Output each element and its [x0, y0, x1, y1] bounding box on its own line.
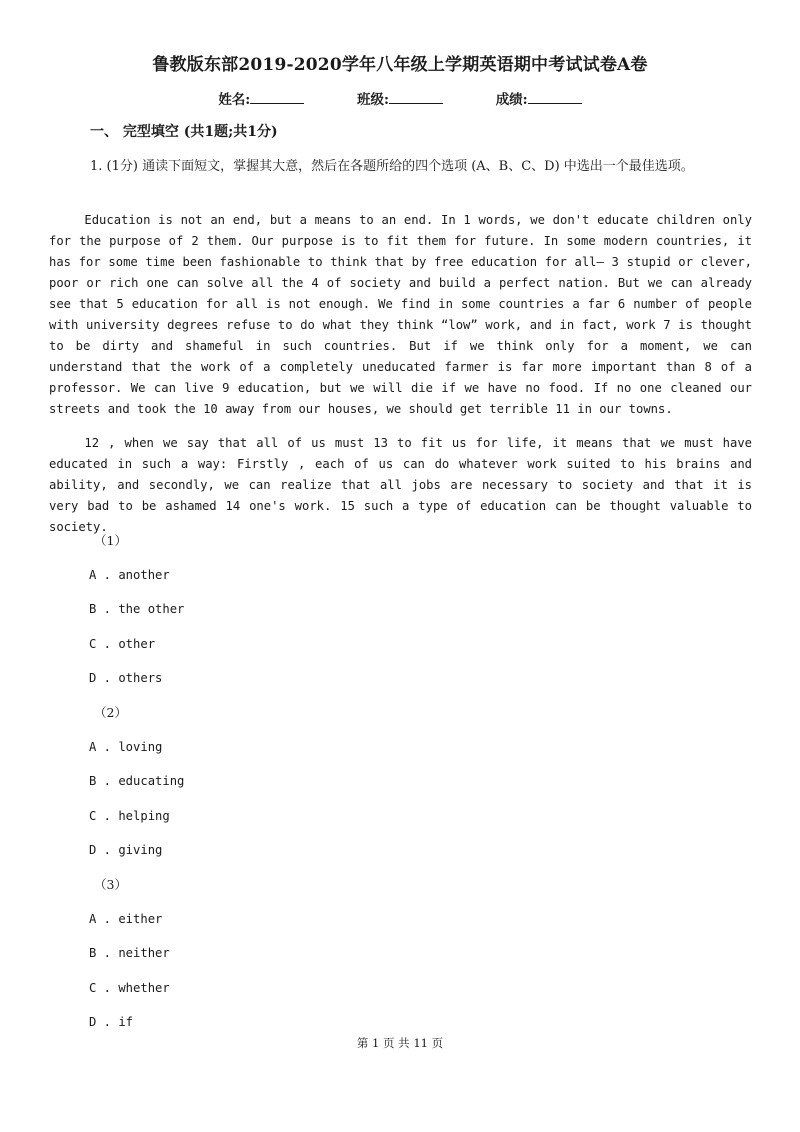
- option-c[interactable]: C . other: [89, 637, 156, 651]
- passage-paragraph-1: Education is not an end, but a means to an end. In 1 words, we don't educate children only for the purpose of 2 them. Our purpose is to fit them for future. In some modern countries, it has for some time been fashionable to think that by free education for all— 3 stupid or clever, poor or rich one can solve all the 4 of society and build a perfect nation. But we can already see that 5 education for all is not enough. We find in some countries a far 6 number of people with university degrees refuse to do what they think “low” work, and in fact, work 7 is thought to be dirty and shameful in such countries. But if we think only for a moment, we can understand that the work of a completely uneducated farmer is far more important than 8 of a professor. We can live 9 education, but we will die if we have no food. If no one cleaned our streets and took the 10 away from our houses, we should get terrible 11 in our towns.: [49, 213, 752, 416]
- page-footer: 第 1 页 共 11 页: [356, 1036, 444, 1050]
- score-label: 成绩:: [495, 92, 528, 108]
- option-b[interactable]: B . the other: [89, 602, 185, 616]
- section-heading: 一、 完型填空 (共1题;共1分): [90, 124, 278, 140]
- class-label: 班级:: [357, 92, 389, 108]
- option-b[interactable]: B . educating: [89, 774, 185, 788]
- student-info-line: [0, 88, 800, 108]
- subquestion-number: （1）: [94, 533, 127, 548]
- name-label: 姓名:: [218, 92, 251, 108]
- question-instruction: 1. (1分) 通读下面短文，掌握其大意，然后在各题所给的四个选项 (A、B、C、D) 中选出一个最佳选项。: [90, 159, 694, 174]
- option-a[interactable]: A . another: [89, 568, 170, 582]
- class-field: [357, 88, 443, 108]
- option-d[interactable]: D . if: [89, 1015, 134, 1029]
- exam-title: 鲁教版东部2019-2020学年八年级上学期英语期中考试试卷A卷: [152, 55, 648, 75]
- subquestion-number: （3）: [94, 877, 127, 892]
- subquestion-number: （2）: [94, 705, 127, 720]
- option-a[interactable]: A . loving: [89, 740, 163, 754]
- option-c[interactable]: C . helping: [89, 809, 170, 823]
- option-a[interactable]: A . either: [89, 912, 163, 926]
- option-c[interactable]: C . whether: [89, 981, 170, 995]
- name-blank[interactable]: [250, 91, 304, 104]
- score-field: [496, 88, 582, 108]
- option-b[interactable]: B . neither: [89, 946, 170, 960]
- name-field: [218, 88, 304, 108]
- option-d[interactable]: D . others: [89, 671, 163, 685]
- score-blank[interactable]: [528, 91, 582, 104]
- option-d[interactable]: D . giving: [89, 843, 163, 857]
- passage-paragraph-2: 12 , when we say that all of us must 13 to fit us for life, it means that we must have educated in such a way: Firstly , each of us can do whatever work suited to his brains and ability, and secondly, we can realize that all jobs are necessary to society and that it is very bad to be ashamed 14 one's work. 15 such a type of education can be thought valuable to society.: [49, 436, 752, 534]
- class-blank[interactable]: [389, 91, 443, 104]
